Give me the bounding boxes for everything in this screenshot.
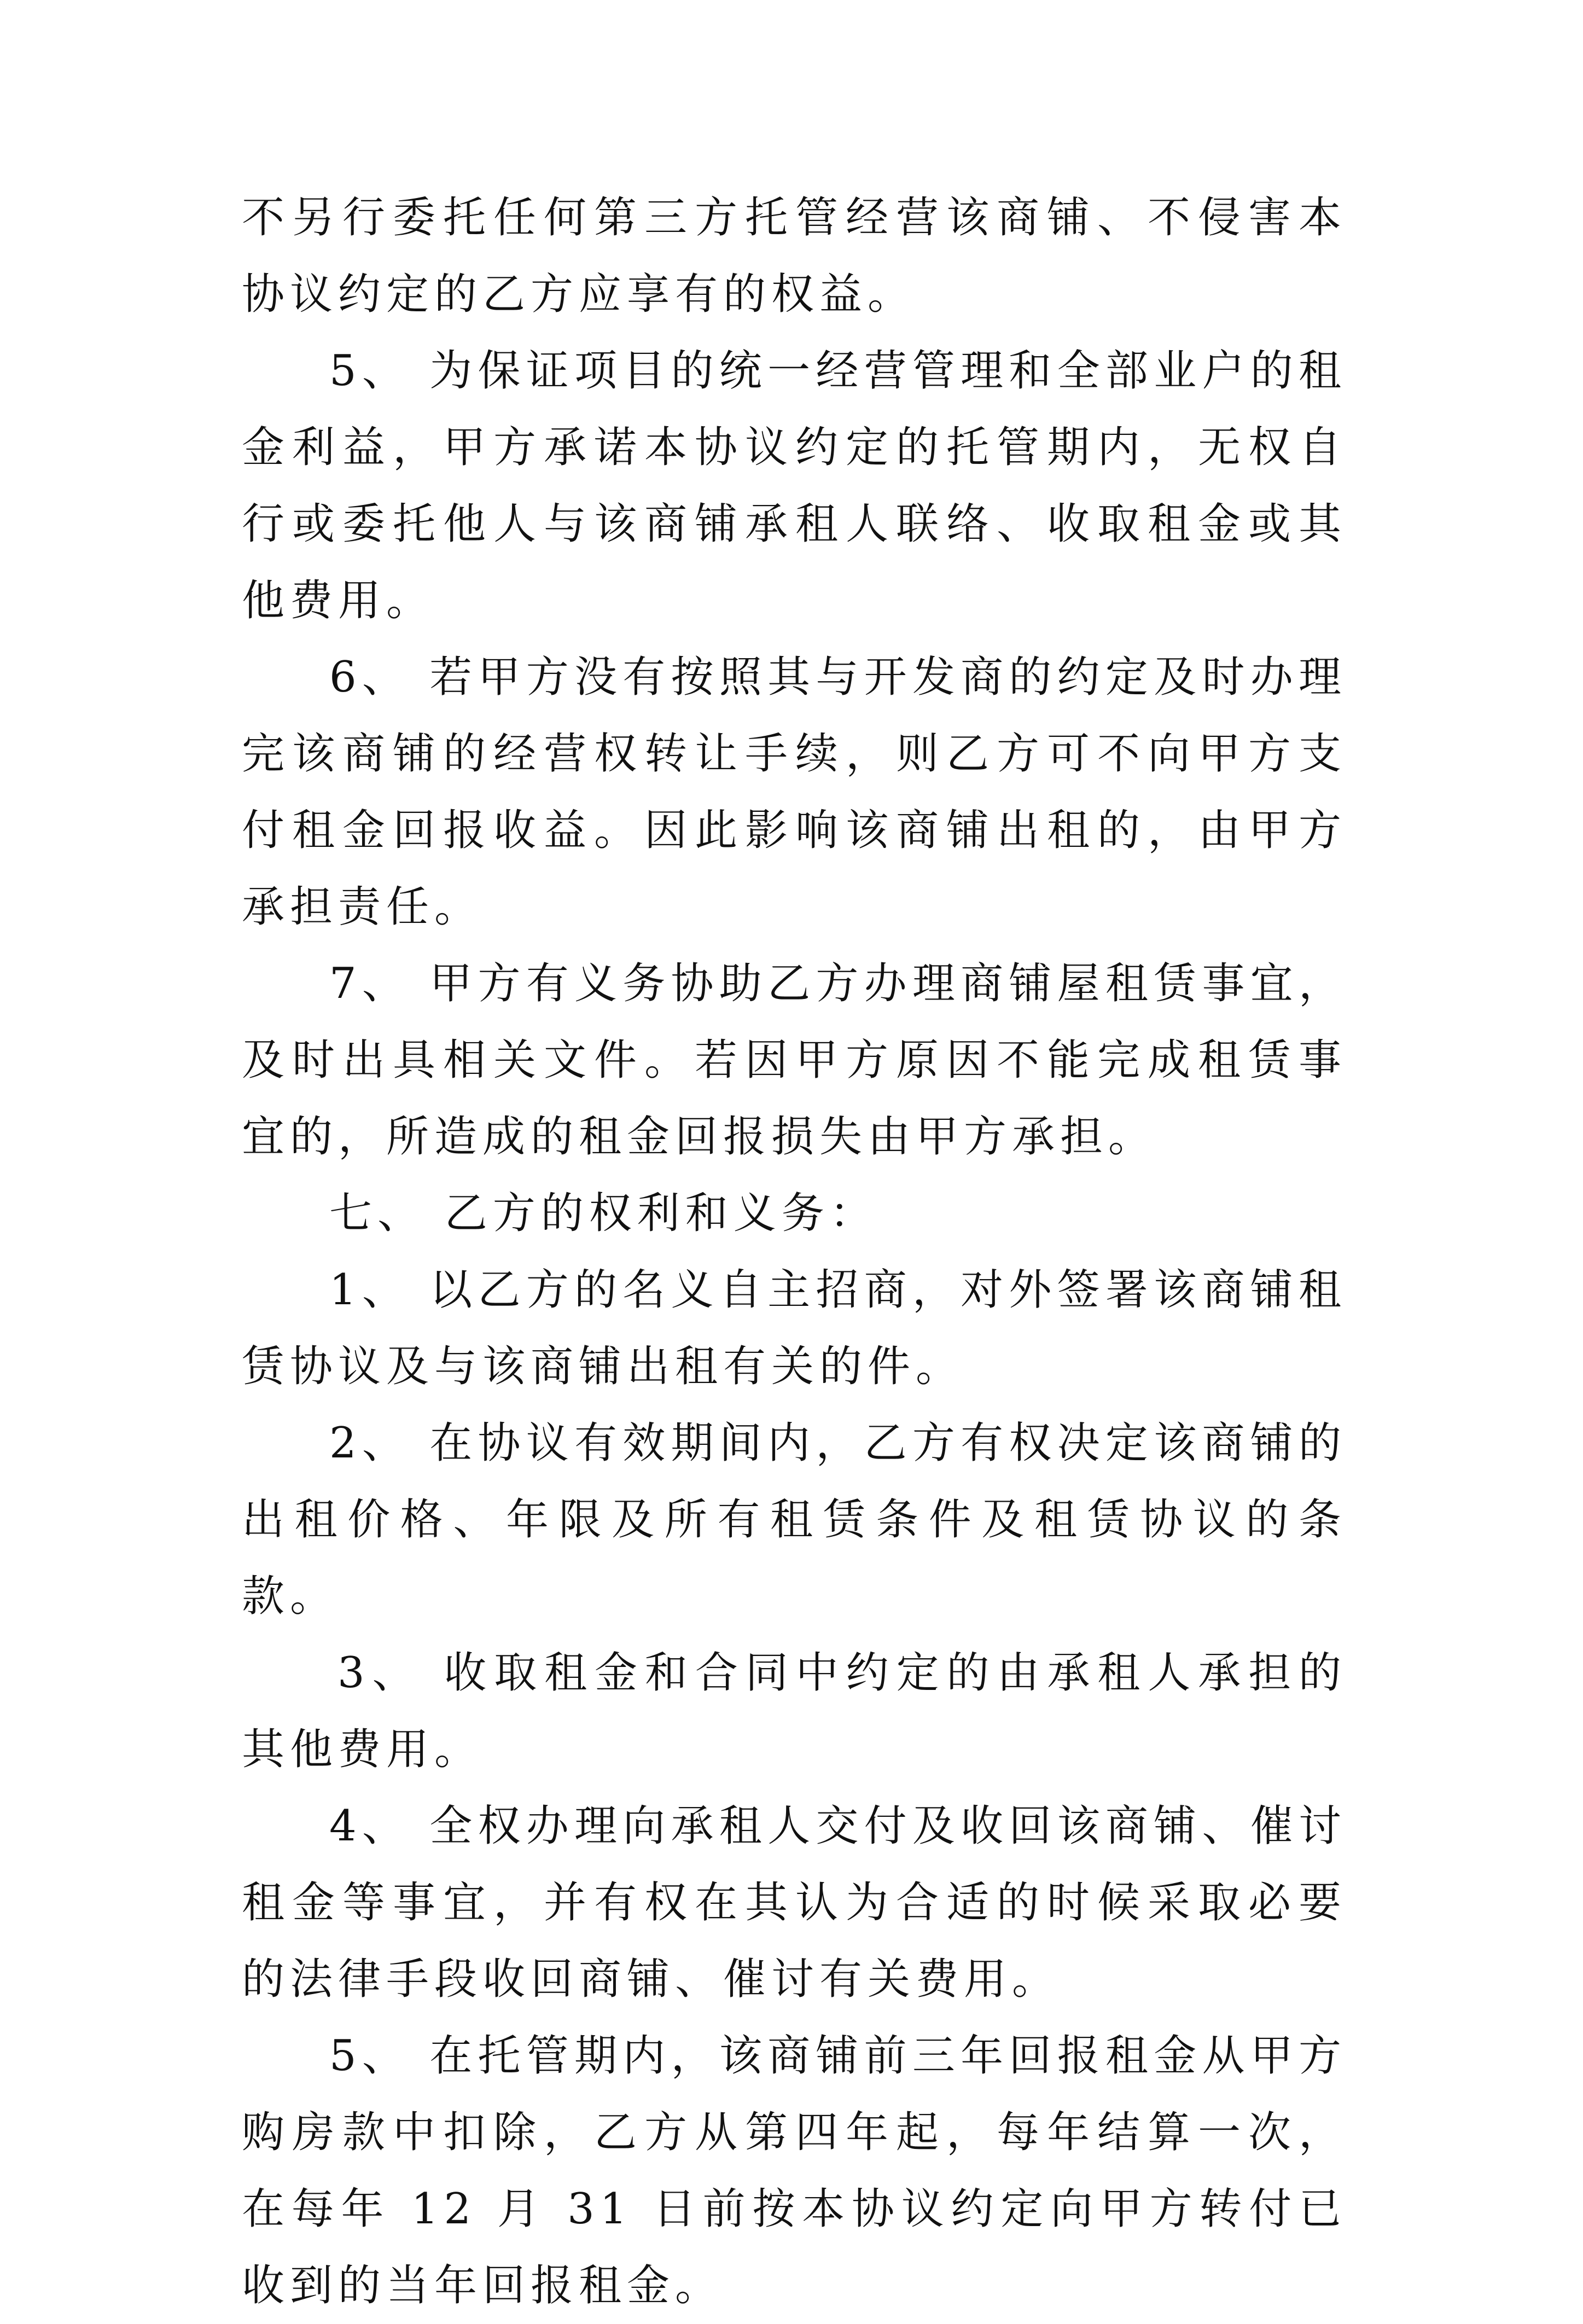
- document-body: [242, 179, 1347, 2324]
- paragraph-clause-6-7: 7、 甲方有义务协助乙方办理商铺屋租赁事宜，及时出具相关文件。若因甲方原因不能完成租赁事宜的，所造成的租金回报损失由甲方承担。: [242, 959, 1347, 1161]
- paragraph-clause-7-5: 5、 在托管期内，该商铺前三年回报租金从甲方购房款中扣除，乙方从第四年起，每年结算一次，在每年 12 月 31 日前按本协议约定向甲方转付已收到的当年回报租金。: [242, 2031, 1347, 2310]
- paragraph-clause-6-6: 6、 若甲方没有按照其与开发商的约定及时办理完该商铺的经营权转让手续，则乙方可不向甲方支付租金回报收益。因此影响该商铺出租的，由甲方承担责任。: [242, 653, 1347, 932]
- paragraph-clause-7-1: 1、 以乙方的名义自主招商，对外签署该商铺租赁协议及与该商铺出租有关的件。: [242, 1265, 1347, 1391]
- paragraph-clause-7-4: 4、 全权办理向承租人交付及收回该商铺、催讨租金等事宜，并有权在其认为合适的时候采取必要的法律手段收回商铺、催讨有关费用。: [242, 1802, 1347, 2004]
- paragraph-continuation: 不另行委托任何第三方托管经营该商铺、不侵害本协议约定的乙方应享有的权益。: [242, 193, 1347, 319]
- paragraph-clause-6-5: 5、 为保证项目的统一经营管理和全部业户的租金利益，甲方承诺本协议约定的托管期内，无权自行或委托他人与该商铺承租人联络、收取租金或其他费用。: [242, 346, 1347, 625]
- section-heading-7: 七、 乙方的权利和义务：: [329, 1189, 878, 1238]
- paragraph-clause-7-3: 3、 收取租金和合同中约定的由承租人承担的其他费用。: [242, 1648, 1347, 1774]
- paragraph-clause-7-2: 2、 在协议有效期间内，乙方有权决定该商铺的出租价格、年限及所有租赁条件及租赁协议的条款。: [242, 1419, 1347, 1621]
